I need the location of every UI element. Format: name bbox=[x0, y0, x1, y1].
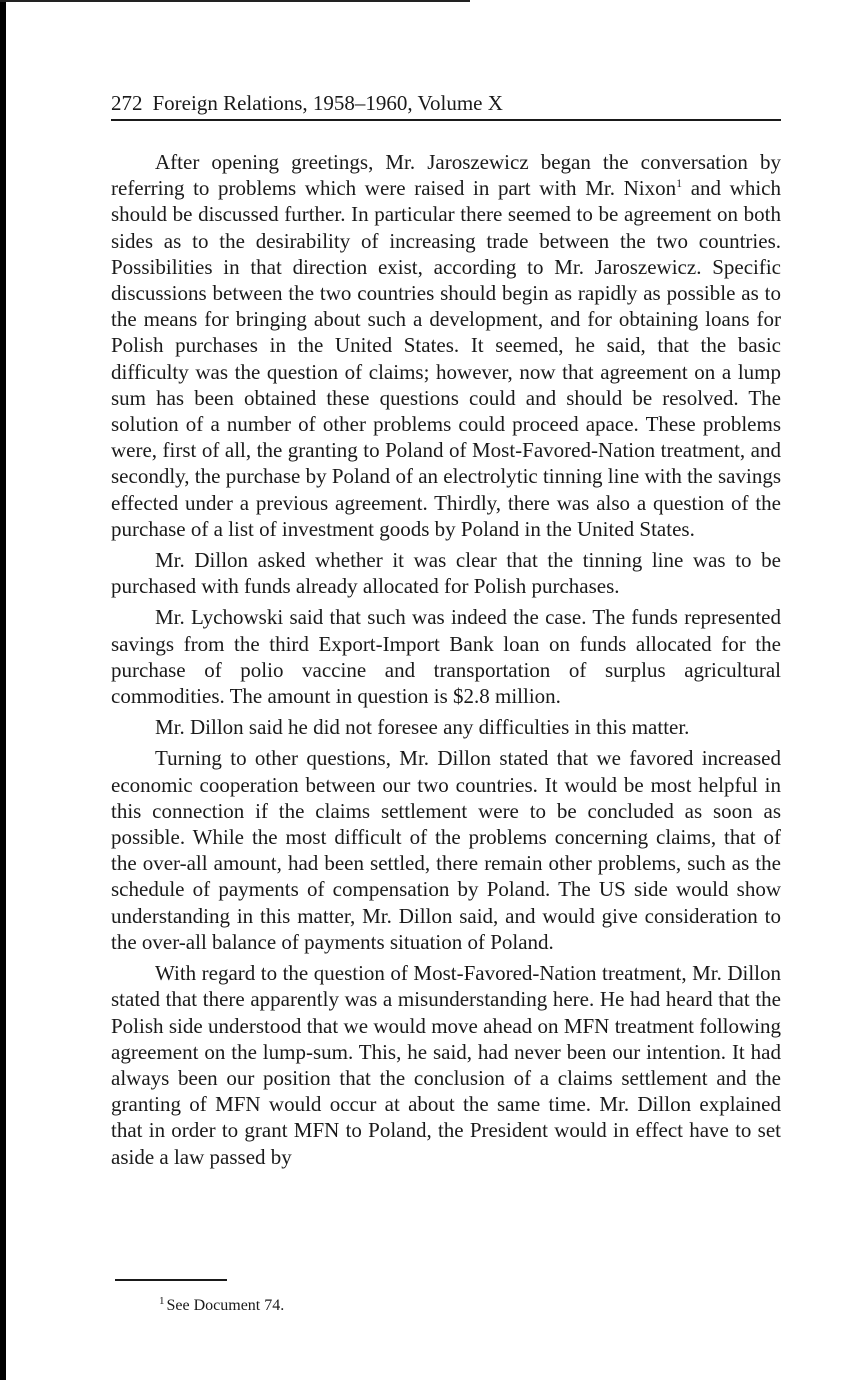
paragraph-5: Turning to other questions, Mr. Dillon stated that we favored increased economic cooperation between our two countries. It would be most helpful in this connection if the claims settlement were to be concluded as soon as possible. While the most difficult of the problems concerning claims, that of the over-all amount, had been settled, there remain other problems, such as the schedule of payments of compensation by Poland. The US side would show understanding in this matter, Mr. Dillon said, and would give consideration to the over-all balance of payments situation of Poland. bbox=[111, 746, 781, 954]
scan-top-edge bbox=[0, 0, 470, 2]
paragraph-1-text-start: After opening greetings, Mr. Jaroszewicz began the conversation by referring to problems which were raised in part with Mr. Nixon bbox=[111, 150, 781, 201]
paragraph-3: Mr. Lychowski said that such was indeed the case. The funds represented savings from the third Export-Import Bank loan on funds allocated for the purchase of polio vaccine and transportation of surplus agricultural commodities. The amount in question is $2.8 million. bbox=[111, 605, 781, 709]
running-title: Foreign Relations, 1958–1960, Volume X bbox=[152, 91, 503, 115]
scan-edge-shadow bbox=[0, 0, 6, 1380]
page-number: 272 bbox=[111, 91, 143, 115]
footnote-reference[interactable]: 1 bbox=[676, 176, 683, 191]
paragraph-2: Mr. Dillon asked whether it was clear that the tinning line was to be purchased with funds already allocated for Polish purchases. bbox=[111, 548, 781, 599]
footnote-text: See Document 74. bbox=[166, 1297, 285, 1314]
footnote-marker: 1 bbox=[159, 1295, 165, 1307]
paragraph-4: Mr. Dillon said he did not foresee any difficulties in this matter. bbox=[155, 715, 690, 740]
paragraph-1 bbox=[111, 149, 781, 542]
footnote-divider bbox=[115, 1279, 227, 1281]
body-text bbox=[111, 149, 781, 1170]
paragraph-6: With regard to the question of Most-Favored-Nation treatment, Mr. Dillon stated that there apparently was a misunderstanding here. He had heard that the Polish side understood that we would move ahead on MFN treatment following agreement on the lump-sum. This, he said, had never been our intention. It had always been our position that the conclusion of a claims settlement and the granting of MFN would occur at about the same time. Mr. Dillon explained that in order to grant MFN to Poland, the President would in effect have to set aside a law passed by bbox=[111, 961, 781, 1169]
paragraph-1-text-end: and which should be discussed further. In particular there seemed to be agreement on both sides as to the desirability of increasing trade between the two countries. Possibilities in that direction exist, according to Mr. Jaroszewicz. Specific discussions between the two countries should begin as rapidly as possible as to the means for bringing about such a development, and for obtaining loans for Polish purchases in the United States. It seemed, he said, that the basic difficulty was the question of claims; however, now that agreement on a lump sum has been obtained these questions could and should be resolved. The solution of a number of other problems could proceed apace. These problems were, first of all, the granting to Poland of Most-Favored-Nation treatment, and secondly, the purchase by Poland of an electrolytic tinning line with the savings effected under a previous agreement. Thirdly, there was also a question of the purchase of a list of investment goods by Poland in the United States. bbox=[111, 176, 781, 541]
document-page bbox=[111, 90, 781, 1175]
footnote bbox=[159, 1296, 284, 1316]
running-header bbox=[111, 90, 781, 121]
